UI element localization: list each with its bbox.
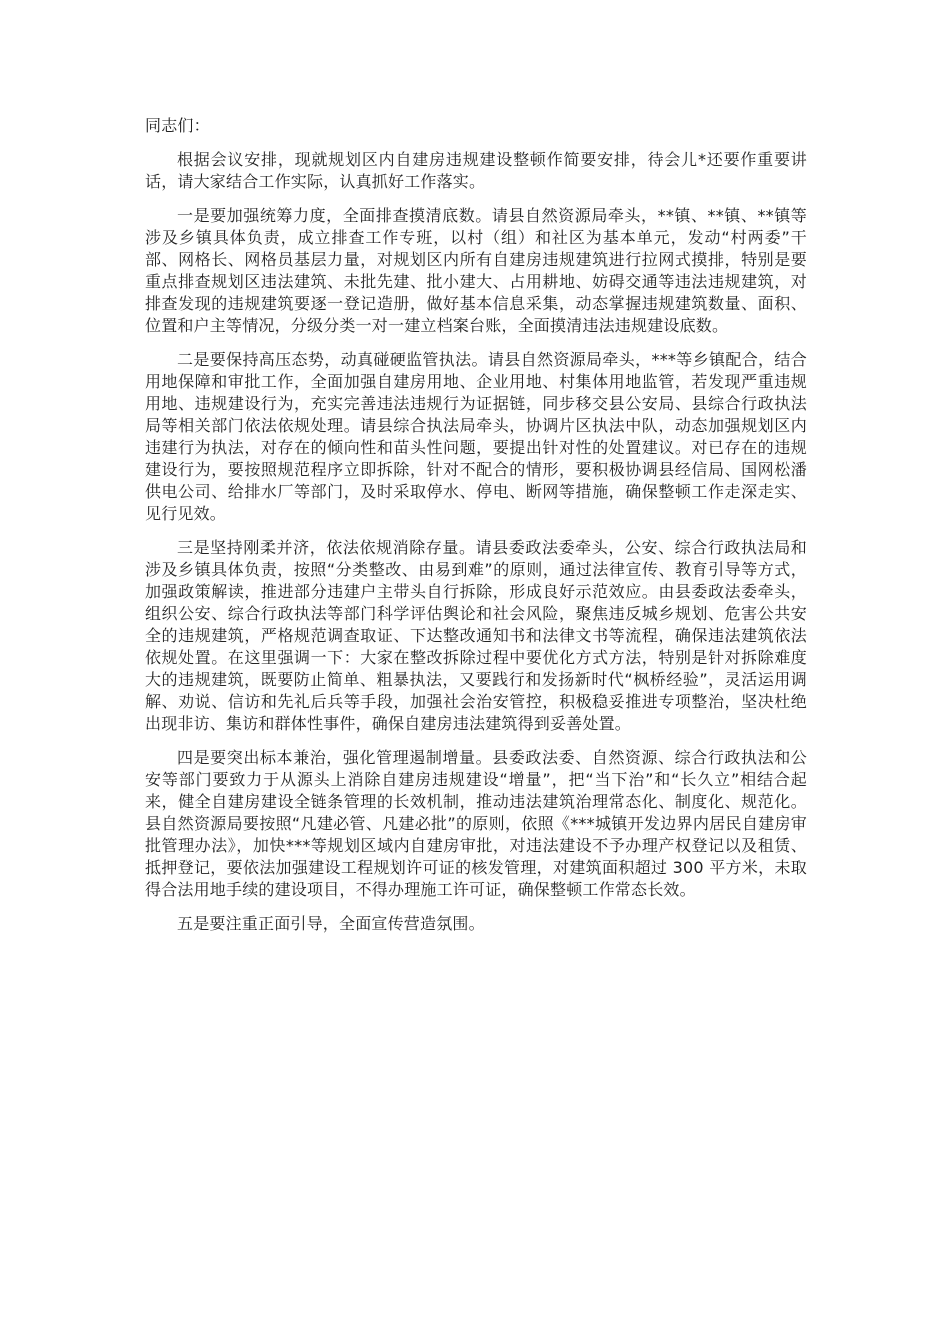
document-page [145,115,807,947]
paragraph-intro: 根据会议安排，现就规划区内自建房违规建设整顿作简要安排，待会儿*还要作重要讲话，请大家结合工作实际，认真抓好工作落实。 [145,150,807,191]
paragraph-point-5: 五是要注重正面引导，全面宣传营造氛围。 [177,914,485,933]
paragraph-point-2: 二是要保持高压态势，动真碰硬监管执法。请县自然资源局牵头，***等乡镇配合，结合用地保障和审批工作，全面加强自建房用地、企业用地、村集体用地监管，若发现严重违规用地、违规建设行为，充实完善违法违规行为证据链，同步移交县公安局、县综合行政执法局等相关部门依法依规处理。请县综合执法局牵头，协调片区执法中队，动态加强规划区内违建行为执法，对存在的倾向性和苗头性问题，要提出针对性的处置建议。对已存在的违规建设行为，要按照规范程序立即拆除，针对不配合的情形，要积极协调县经信局、国网松潘供电公司、给排水厂等部门，及时采取停水、停电、断网等措施，确保整顿工作走深走实、见行见效。 [145,350,807,523]
paragraph-point-1: 一是要加强统筹力度，全面排查摸清底数。请县自然资源局牵头，**镇、**镇、**镇等涉及乡镇具体负责，成立排查工作专班，以村（组）和社区为基本单元，发动“村两委”干部、网格长、网格员基层力量，对规划区内所有自建房违规建筑进行拉网式摸排，特别是要重点排查规划区违法建筑、未批先建、批小建大、占用耕地、妨碍交通等违法违规建筑，对排查发现的违规建筑要逐一登记造册，做好基本信息采集，动态掌握违规建筑数量、面积、位置和户主等情况，分级分类一对一建立档案台账，全面摸清违法违规建设底数。 [145,206,807,335]
greeting: 同志们： [145,116,210,135]
paragraph-point-4: 四是要突出标本兼治，强化管理遏制增量。县委政法委、自然资源、综合行政执法和公安等部门要致力于从源头上消除自建房违规建设“增量”，把“当下治”和“长久立”相结合起来，健全自建房建设全链条管理的长效机制，推动违法建筑治理常态化、制度化、规范化。县自然资源局要按照“凡建必管、凡建必批”的原则，依照《***城镇开发边界内居民自建房审批管理办法》，加快***等规划区域内自建房审批，对违法建设不予办理产权登记以及租赁、抵押登记，要依法加强建设工程规划许可证的核发管理，对建筑面积超过 300 平方米，未取得合法用地手续的建设项目，不得办理施工许可证，确保整顿工作常态长效。 [145,748,807,899]
paragraph-point-3: 三是坚持刚柔并济，依法依规消除存量。请县委政法委牵头，公安、综合行政执法局和涉及乡镇具体负责，按照“分类整改、由易到难”的原则，通过法律宣传、教育引导等方式，加强政策解读，推进部分违建户主带头自行拆除，形成良好示范效应。由县委政法委牵头，组织公安、综合行政执法等部门科学评估舆论和社会风险，聚焦违反城乡规划、危害公共安全的违规建筑，严格规范调查取证、下达整改通知书和法律文书等流程，确保违法建筑依法依规处置。在这里强调一下：大家在整改拆除过程中要优化方式方法，特别是针对拆除难度大的违规建筑，既要防止简单、粗暴执法，又要践行和发扬新时代“枫桥经验”，灵活运用调解、劝说、信访和先礼后兵等手段，加强社会治安管控，积极稳妥推进专项整治，坚决杜绝出现非访、集访和群体性事件，确保自建房违法建筑得到妥善处置。 [145,538,807,733]
